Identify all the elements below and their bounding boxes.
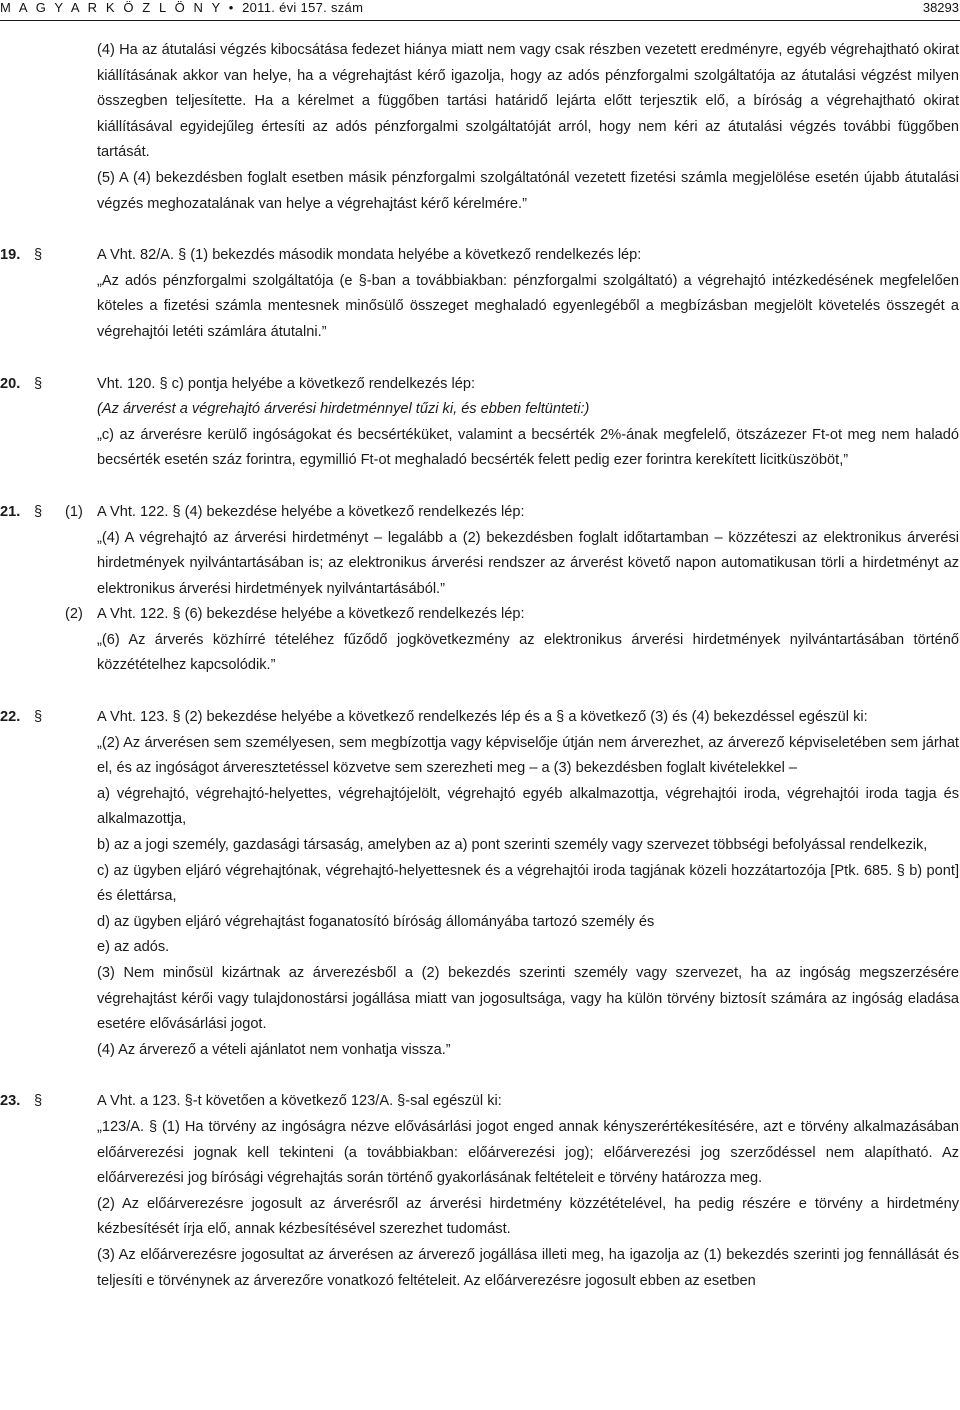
intro-paragraph-5: (5) A (4) bekezdésben foglalt esetben másik pénzforgalmi szolgáltatónál vezetett fizetési számla megjelölése esetén újabb átutalási végzés meghozatalának van helye a végrehajtást kérő kérelmére.” (97, 169, 959, 212)
section-lead: A Vht. 82/A. § (1) bekezdés második mondata helyébe a következő rendelkezés lép: (97, 247, 642, 264)
section-number: 21. (0, 503, 21, 520)
point-d: d) az ügyben eljáró végrehajtást foganatosító bíróság állományába tartozó személy és (97, 913, 655, 930)
intro-paragraph-4: (4) Ha az átutalási végzés kibocsátása fedezet hiánya miatt nem vagy csak részben vezetett eredményre, egyéb végrehajtható okirat kiállításának akkor van helye, ha a végrehajtást kérő igazolja, hogy az adós pénzforgalmi szolgáltatója az átutalási végzést milyen összegben teljesítette. Ha a kérelmet a függőben tartási határidő lejárta előtt terjesztik elő, a bíróság a végrehajtható okirat kiállításával egyidejűleg értesíti az adós pénzforgalmi szolgáltatóját arról, hogy nem kéri az átutalási végzés további függőben tartását. (97, 42, 959, 161)
subsection-lead: A Vht. 122. § (4) bekezdése helyébe a következő rendelkezés lép: (97, 503, 525, 520)
section-number: 22. (0, 709, 21, 726)
document-body (0, 38, 960, 1294)
paragraph-1: „123/A. § (1) Ha törvény az ingóságra nézve elővásárlási jogot enged annak kényszerértékesítésére, azt e törvény alkalmazásában előárverezési jognak kell tekinteni (a továbbiakban: előárverezési jog); előárverezési jog szerződéssel nem alapítható. Az előárverezési jog bírósági végrehajtás során történő gyakorlásának feltételeit e törvény határozza meg. (97, 1118, 959, 1187)
section-23 (0, 1089, 959, 1294)
section-19 (0, 243, 959, 345)
paragraph-3: (3) Az előárverezésre jogosultat az árverésen az árverező jogállása illeti meg, ha igazolja az (1) bekezdés szerinti jog fennállását és teljesíti e törvénynek az árverezőre vonatkozó feltételeit. Az előárverezésre jogosult ebben az esetben (97, 1246, 959, 1289)
section-22 (0, 705, 959, 1063)
paragraph-2: „(2) Az árverésen sem személyesen, sem megbízottja vagy képviselője útján nem árverezhet, az árverező képviseletében sem járhat el, és az ingóságot árveresztetéssel közvetve sem szerezheti meg – a (3) bekezdésben foglalt kivételekkel – (97, 734, 959, 777)
section-sign: § (34, 709, 43, 726)
subsection-number: (2) (65, 606, 83, 623)
section-lead: Vht. 120. § c) pontja helyébe a következő rendelkezés lép: (97, 375, 476, 392)
section-sign: § (34, 375, 43, 392)
section-sign: § (34, 503, 43, 520)
section-number: 19. (0, 247, 21, 264)
page-header (0, 0, 960, 20)
journal-name: M A G Y A R K Ö Z L Ö N Y (0, 0, 223, 15)
subsection-lead: A Vht. 122. § (6) bekezdése helyébe a következő rendelkezés lép: (97, 606, 525, 623)
subsection-number: (1) (65, 503, 83, 520)
point-c: c) az ügyben eljáró végrehajtónak, végrehajtó-helyettesnek és a végrehajtói iroda tagjának közeli hozzátartozója [Ptk. 685. § b) pont] és élettársa, (97, 862, 959, 905)
point-e: e) az adós. (97, 939, 170, 956)
section-sign: § (34, 1093, 43, 1110)
paragraph-2: (2) Az előárverezésre jogosult az árverésről az árverési hirdetmény közzétételével, ha pedig részére e törvény a hirdetmény kézbesítését írja elő, annak kézbesítésével szerezhet tudomást. (97, 1195, 959, 1238)
section-lead: A Vht. 123. § (2) bekezdése helyébe a következő rendelkezés lép és a § a következő (3) és (4) bekezdéssel egészül ki: (97, 709, 868, 726)
journal-title (0, 0, 363, 15)
point-a: a) végrehajtó, végrehajtó-helyettes, végrehajtójelölt, végrehajtó egyéb alkalmazottja, végrehajtói iroda, végrehajtói iroda tagja és alkalmazottja, (97, 785, 959, 828)
header-rule (0, 20, 960, 21)
section-20 (0, 372, 959, 474)
subsection-2 (65, 602, 959, 679)
section-number: 23. (0, 1093, 21, 1110)
paragraph-4: (4) Az árverező a vételi ajánlatot nem vonhatja vissza.” (97, 1041, 451, 1058)
point-b: b) az a jogi személy, gazdasági társaság, amelyben az a) pont szerinti személy vagy szervezet többségi befolyással rendelkezik, (97, 837, 928, 854)
paragraph-3: (3) Nem minősül kizártnak az árverezésből a (2) bekezdés szerinti személy vagy szervezet, ha az ingóság megszerzésére végrehajtást kérői vagy tulajdonostársi jogállása miatt van jogosultsága, vagy ha külön törvény biztosít számára az ingóság eladása esetére elővásárlási jogot. (97, 965, 959, 1033)
section-text: „Az adós pénzforgalmi szolgáltatója (e §-ban a továbbiakban: pénzforgalmi szolgáltató) a végrehajtó intézkedésének megfelelően köteles a fizetési számla mentesnek minősülő összeget meghaladó egyenlegéből a megbízásban megjelölt követelés összegét a végrehajtói letéti számlára átutalni.” (97, 272, 959, 340)
section-sign: § (34, 247, 43, 264)
section-21 (0, 500, 959, 679)
header-bullet: • (228, 0, 236, 15)
page-number: 38293 (922, 0, 959, 15)
section-text: „c) az árverésre kerülő ingóságokat és becsértéküket, valamint a becsérték 2%-ának megfelelő, ötszázezer Ft-ot meg nem haladó becsérték esetén száz forintra, egymillió Ft-ot meghaladó becsérték felett pedig ezer forintra kerekített licitküszöböt,” (97, 426, 959, 469)
intro-block (97, 38, 959, 217)
section-italic-context: (Az árverést a végrehajtó árverési hirdetménnyel tűzi ki, és ebben feltünteti:) (97, 401, 590, 418)
subsection-text: „(6) Az árverés közhírré tételéhez fűződő jogkövetkezmény az elektronikus árverési hirdetmények nyilvántartásában történő közzétételhez kapcsolódik.” (97, 631, 959, 674)
subsection-text: „(4) A végrehajtó az árverési hirdetményt – legalább a (2) bekezdésben foglalt időtartamban – közzéteszi az elektronikus árverési hirdetmények nyilvántartásában is; az elektronikus árverési rendszer az árverést követő napon automatikusan törli a hirdetményt az elektronikus árverési hirdetmények nyilvántartásából.” (97, 529, 959, 597)
section-number: 20. (0, 375, 21, 392)
section-lead: A Vht. a 123. §-t követően a következő 123/A. §-sal egészül ki: (97, 1093, 502, 1110)
subsection-1 (65, 500, 959, 602)
issue-label: 2011. évi 157. szám (242, 0, 364, 15)
